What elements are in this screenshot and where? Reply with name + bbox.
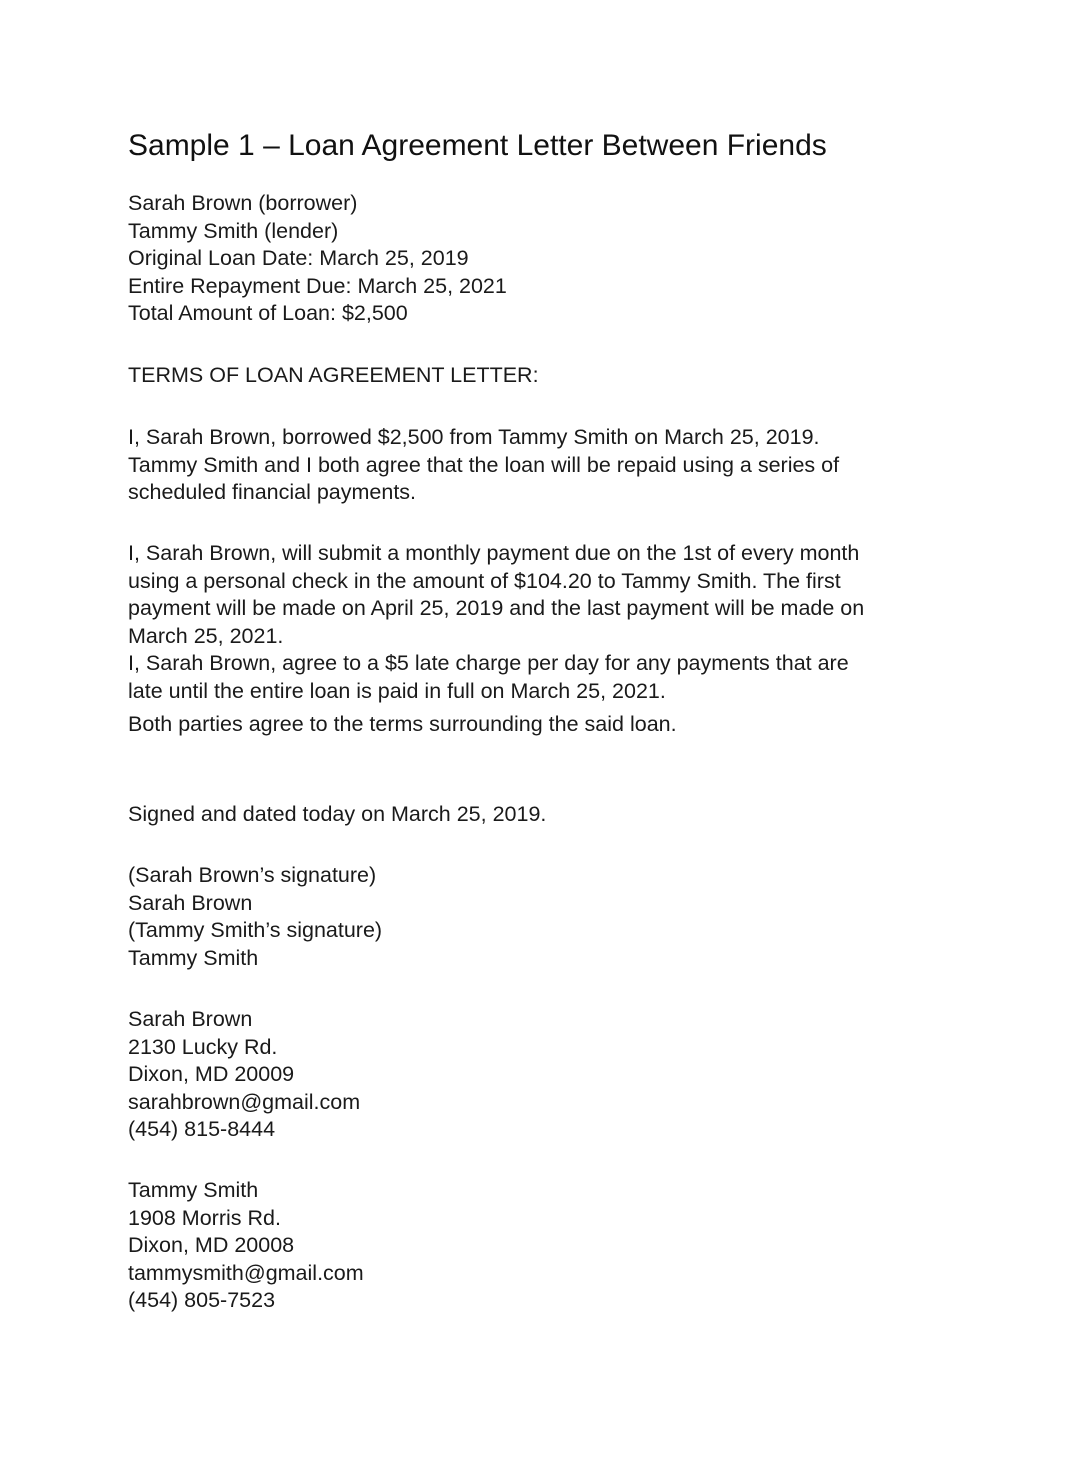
paragraph-line: I, Sarah Brown, agree to a $5 late charge per day for any payments that are [128,651,849,676]
paragraph-line: using a personal check in the amount of $104.20 to Tammy Smith. The first [128,568,841,593]
paragraph-line: payment will be made on April 25, 2019 and the last payment will be made on [128,596,865,621]
lender-contact [128,1177,364,1315]
agreement-line: Both parties agree to the terms surrounding the said loan. [128,712,677,736]
paragraph-payments [128,540,864,706]
terms-heading: TERMS OF LOAN AGREEMENT LETTER: [128,363,539,387]
borrower-line: Sarah Brown (borrower) [128,191,358,215]
paragraph-line: scheduled financial payments. [128,480,417,505]
borrower-contact [128,1006,360,1144]
contact-name: Sarah Brown [128,1007,253,1031]
contact-street: 2130 Lucky Rd. [128,1034,278,1059]
contact-phone: (454) 805-7523 [128,1288,276,1313]
contact-city: Dixon, MD 20009 [128,1062,295,1087]
paragraph-line: late until the entire loan is paid in full on March 25, 2021. [128,678,666,703]
lender-printed-name: Tammy Smith [128,945,259,970]
repayment-due-line: Entire Repayment Due: March 25, 2021 [128,273,507,298]
contact-name: Tammy Smith [128,1178,259,1202]
lender-signature: (Tammy Smith’s signature) [128,918,383,943]
signature-block [128,862,382,972]
loan-amount-line: Total Amount of Loan: $2,500 [128,301,408,326]
contact-email: tammysmith@gmail.com [128,1260,364,1285]
paragraph-line: Tammy Smith and I both agree that the loan will be repaid using a series of [128,452,840,477]
paragraph-line: I, Sarah Brown, will submit a monthly payment due on the 1st of every month [128,541,860,565]
contact-phone: (454) 815-8444 [128,1117,276,1142]
lender-line: Tammy Smith (lender) [128,218,339,243]
contact-city: Dixon, MD 20008 [128,1233,295,1258]
contact-email: sarahbrown@gmail.com [128,1089,361,1114]
document-title: Sample 1 – Loan Agreement Letter Between Friends [128,129,827,162]
paragraph-borrowed [128,424,839,507]
paragraph-line: I, Sarah Brown, borrowed $2,500 from Tammy Smith on March 25, 2019. [128,425,820,449]
loan-date-line: Original Loan Date: March 25, 2019 [128,246,469,271]
signed-line: Signed and dated today on March 25, 2019. [128,802,547,826]
paragraph-line: March 25, 2021. [128,623,284,648]
loan-details [128,190,507,328]
contact-street: 1908 Morris Rd. [128,1205,281,1230]
borrower-signature: (Sarah Brown’s signature) [128,863,377,887]
borrower-printed-name: Sarah Brown [128,890,253,915]
